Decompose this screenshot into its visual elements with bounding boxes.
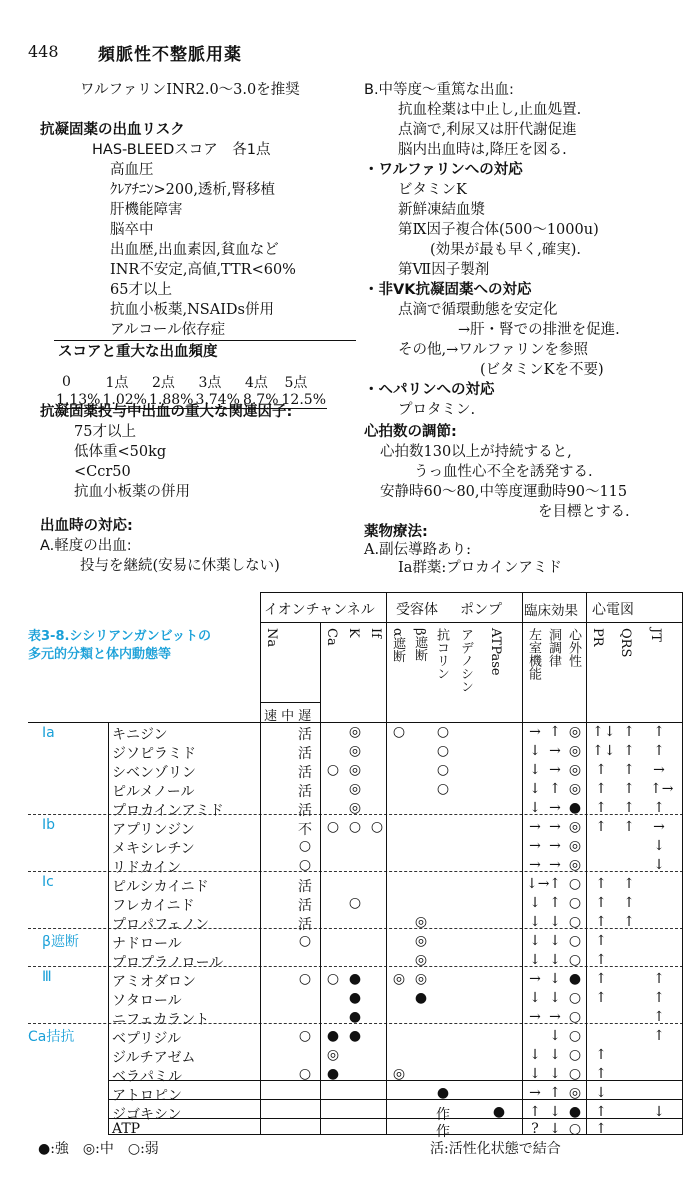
cell-pr: ↑ xyxy=(595,952,607,968)
subheader-beta: β遮断 xyxy=(412,628,427,662)
drug-name: ピルシカイニド xyxy=(112,879,209,895)
cell-sinus-rhythm: → xyxy=(549,838,561,854)
header-pump: ポンプ xyxy=(460,602,502,618)
drug-name: ニフェカラント xyxy=(112,1012,210,1028)
cell-qrs: ↑ xyxy=(623,762,635,778)
cell-na: ○ xyxy=(298,933,312,949)
cell-sinus-rhythm: → xyxy=(549,762,561,778)
cell-lv-function: → xyxy=(529,1009,541,1025)
cell-anticholinergic: 作 xyxy=(436,1107,450,1123)
table-top-border xyxy=(260,592,683,593)
cell-pr: ↑ xyxy=(595,914,607,930)
cell-sinus-rhythm: ↓ xyxy=(549,1121,561,1137)
cell-extracardiac: ◎ xyxy=(568,1085,582,1101)
cell-na: 活 xyxy=(298,898,312,914)
drug-name: プロカインアミド xyxy=(112,803,224,819)
score-rate: 1.88% xyxy=(148,392,194,408)
cell-extracardiac: ● xyxy=(568,971,582,987)
cell-qrs: ↑ xyxy=(623,781,635,797)
header-bottom-border xyxy=(28,722,683,723)
header-ion-channel: イオンチャンネル xyxy=(264,602,375,618)
cell-extracardiac: ○ xyxy=(568,914,582,930)
cell-k: ○ xyxy=(348,895,362,911)
drug-name: アトロピン xyxy=(112,1088,182,1104)
cell-ca: ◎ xyxy=(326,1047,340,1063)
cell-pr: ↑ xyxy=(595,971,607,987)
cell-extracardiac: ◎ xyxy=(568,781,582,797)
subheader-extracardiac: 心外性 xyxy=(566,628,581,667)
cell-atpase: ● xyxy=(492,1104,506,1120)
subheader-anticholinergic: 抗コリン xyxy=(434,628,449,680)
cell-lv-function: ↓ xyxy=(529,990,541,1006)
hasbled-item: 脳卒中 xyxy=(110,222,154,238)
col-divider xyxy=(108,722,109,1134)
cell-lv-function: ? xyxy=(531,1121,539,1137)
table-title-line: 多元的分類と体内動態等 xyxy=(28,647,172,662)
cell-sinus-rhythm: → xyxy=(549,743,561,759)
cell-pr: ↑ xyxy=(595,762,607,778)
subheader-na: Na xyxy=(264,628,279,648)
cell-anticholinergic: 作 xyxy=(436,1124,450,1140)
cell-qrs: ↑ xyxy=(623,819,635,835)
bleeding-factor: 低体重<50kg xyxy=(74,444,167,460)
cell-na: ○ xyxy=(298,971,312,987)
heart-rate-heading: 心拍数の調節: xyxy=(364,424,457,440)
class-label-ca-antagonist: Ca拮抗 xyxy=(28,1029,75,1045)
cell-pr: ↑ xyxy=(595,1104,607,1120)
severe-line: 抗血栓薬は中止し,止血処置. xyxy=(398,102,582,118)
col-divider xyxy=(260,592,261,1134)
cell-jt: → xyxy=(653,819,665,835)
drug-name: ピルメノール xyxy=(112,784,195,800)
cell-extracardiac: ● xyxy=(568,800,582,816)
cell-anticholinergic: ○ xyxy=(436,724,450,740)
severe-bleeding-heading: B.中等度～重篤な出血: xyxy=(364,82,514,98)
score-point: 1点 xyxy=(105,375,129,391)
drug-name: フレカイニド xyxy=(112,898,195,914)
hasbled-heading: HAS-BLEEDスコア 各1点 xyxy=(92,142,271,158)
cell-sinus-rhythm: ↓ xyxy=(549,1066,561,1082)
cell-extracardiac: ○ xyxy=(568,990,582,1006)
warfarin-response-heading: ・ワルファリンへの対応 xyxy=(364,162,523,178)
cell-k: ● xyxy=(348,1028,362,1044)
cell-na: 活 xyxy=(298,727,312,743)
cell-pr: ↑↓ xyxy=(592,743,616,759)
table-title-line: 表3-8.シシリアンガンビットの xyxy=(28,629,212,644)
cell-jt: ↑ xyxy=(653,971,665,987)
cell-extracardiac: ◎ xyxy=(568,819,582,835)
cell-jt: ↑→ xyxy=(650,781,674,797)
cell-extracardiac: ◎ xyxy=(568,762,582,778)
hasbled-item: 抗血小板薬,NSAIDs併用 xyxy=(110,302,274,318)
drug-name: ナドロール xyxy=(112,936,182,952)
cell-jt: ↑ xyxy=(653,1009,665,1025)
heart-rate-line: うっ血性心不全を誘発する. xyxy=(414,464,593,480)
cell-pr: ↑ xyxy=(595,1066,607,1082)
cell-qrs: ↑ xyxy=(623,914,635,930)
warfarin-line: 新鮮凍結血漿 xyxy=(398,202,485,218)
subheader-pr: PR xyxy=(590,628,605,647)
cell-lv-function: ↑ xyxy=(529,1104,541,1120)
cell-qrs: ↑ xyxy=(623,743,635,759)
cell-jt: ↓ xyxy=(653,1104,665,1120)
nonvk-line: その他,→ワルファリンを参照 xyxy=(398,342,589,358)
drug-name: キニジン xyxy=(112,727,168,743)
cell-sinus-rhythm: ↑ xyxy=(549,1085,561,1101)
drug-name: プロプラノロール xyxy=(112,955,224,971)
cell-sinus-rhythm: → xyxy=(549,1009,561,1025)
cell-extracardiac: ○ xyxy=(568,952,582,968)
cell-na: ○ xyxy=(298,1028,312,1044)
cell-pr: ↑ xyxy=(595,1047,607,1063)
cell-sinus-rhythm: ↓ xyxy=(549,1104,561,1120)
drug-name: ジゴキシン xyxy=(112,1107,182,1123)
drug-name: ジソピラミド xyxy=(112,746,196,762)
cell-k: ● xyxy=(348,1009,362,1025)
score-point: 3点 xyxy=(198,375,222,391)
nonvk-line: 点滴で循環動態を安定化 xyxy=(398,302,558,318)
cell-lv-function: ↓ xyxy=(529,952,541,968)
cell-extracardiac: ○ xyxy=(568,1066,582,1082)
cell-jt: ↑ xyxy=(653,990,665,1006)
heparin-response-heading: ・ヘパリンへの対応 xyxy=(364,382,495,398)
bleeding-factor: <Ccr50 xyxy=(74,464,131,480)
score-heading: スコアと重大な出血頻度 xyxy=(58,344,218,360)
drug-name: ソタロール xyxy=(112,993,182,1009)
warfarin-line: ビタミンK xyxy=(398,182,467,198)
cell-jt: ↑ xyxy=(653,724,665,740)
subheader-k: K xyxy=(346,628,361,638)
drug-name: ベプリジル xyxy=(112,1031,182,1047)
cell-k: ◎ xyxy=(348,781,362,797)
severe-line: 脳内出血時は,降圧を図る. xyxy=(398,142,567,158)
cell-k: ○ xyxy=(348,819,362,835)
cell-sinus-rhythm: ↓ xyxy=(549,1028,561,1044)
class-ia-drug-line: Ⅰa群薬:プロカインアミド xyxy=(398,560,562,576)
hasbled-item: INR不安定,高値,TTR<60% xyxy=(110,262,296,278)
cell-sinus-rhythm: ↑ xyxy=(549,895,561,911)
cell-jt: ↑ xyxy=(653,743,665,759)
cell-lv-function: ↓ xyxy=(529,1047,541,1063)
cell-anticholinergic: ○ xyxy=(436,743,450,759)
subheader-alpha: α遮断 xyxy=(390,628,405,663)
drug-name: ATP xyxy=(112,1121,141,1137)
cell-lv-function: ↓ xyxy=(529,895,541,911)
page-number: 448 xyxy=(28,42,59,61)
warfarin-inr-line: ワルファリンINR2.0～3.0を推奨 xyxy=(80,82,300,98)
cell-alpha: ◎ xyxy=(392,971,406,987)
cell-extracardiac: ◎ xyxy=(568,838,582,854)
header-divider xyxy=(260,622,683,623)
cell-qrs: ↑ xyxy=(623,800,635,816)
hasbled-item: ｸﾚｱﾁﾆﾝ>200,透析,腎移植 xyxy=(110,182,276,198)
cell-extracardiac: ○ xyxy=(568,876,582,892)
bleeding-factor: 75才以上 xyxy=(74,424,136,440)
subheader-jt: JT xyxy=(648,628,663,642)
cell-lv-function: → xyxy=(529,838,541,854)
hasbled-item: 出血歴,出血素因,貧血など xyxy=(110,242,279,258)
cell-pr: ↑ xyxy=(595,781,607,797)
cell-k: ◎ xyxy=(348,800,362,816)
cell-lv-function: ↓ xyxy=(529,800,541,816)
score-points-row xyxy=(54,372,327,392)
cell-qrs: ↑ xyxy=(623,724,635,740)
cell-k: ◎ xyxy=(348,724,362,740)
cell-qrs: ↑ xyxy=(623,876,635,892)
cell-na: 活 xyxy=(298,803,312,819)
drug-name: プロパフェノン xyxy=(112,917,210,933)
cell-lv-function: ↓ xyxy=(529,914,541,930)
cell-k: ◎ xyxy=(348,743,362,759)
cell-sinus-rhythm: ↑ xyxy=(549,724,561,740)
cell-jt: ↓ xyxy=(653,857,665,873)
cell-anticholinergic: ○ xyxy=(436,781,450,797)
nonvk-response-heading: ・非VK抗凝固薬への対応 xyxy=(364,282,532,298)
cell-sinus-rhythm: → xyxy=(549,819,561,835)
page-title: 頻脈性不整脈用薬 xyxy=(98,45,242,65)
score-rate: 1.13% xyxy=(56,392,101,408)
class-label-ib: Ⅰb xyxy=(42,817,56,833)
cell-jt: ↑ xyxy=(653,1028,665,1044)
cell-lv-function: → xyxy=(529,971,541,987)
cell-na: 活 xyxy=(298,746,312,762)
cell-anticholinergic: ○ xyxy=(436,762,450,778)
sicilian-gambit-table xyxy=(28,592,683,1157)
cell-alpha: ◎ xyxy=(392,1066,406,1082)
cell-lv-function: ↓ xyxy=(529,762,541,778)
cell-ca: ● xyxy=(326,1028,340,1044)
bleeding-risk-heading: 抗凝固薬の出血リスク xyxy=(40,122,185,138)
cell-extracardiac: ○ xyxy=(568,1028,582,1044)
col-divider xyxy=(386,592,387,1134)
cell-extracardiac: ● xyxy=(568,1104,582,1120)
cell-beta: ◎ xyxy=(414,914,428,930)
header-ecg: 心電図 xyxy=(592,602,634,618)
cell-extracardiac: ○ xyxy=(568,933,582,949)
cell-beta: ◎ xyxy=(414,952,428,968)
subheader-qrs: QRS xyxy=(618,628,633,658)
subheader-ca: Ca xyxy=(324,628,339,646)
cell-pr: ↓ xyxy=(595,1085,607,1101)
heart-rate-line: 心拍数130以上が持続すると, xyxy=(380,444,572,460)
nonvk-line: (ビタミンKを不要) xyxy=(480,362,604,378)
cell-jt: → xyxy=(653,762,665,778)
cell-na: ○ xyxy=(298,838,312,854)
drug-name: ジルチアゼム xyxy=(112,1050,196,1066)
severe-line: 点滴で,利尿又は肝代謝促進 xyxy=(398,122,577,138)
cell-extracardiac: ○ xyxy=(568,1047,582,1063)
heart-rate-line: を目標とする. xyxy=(538,504,630,520)
legend-strength: ●:強 ◎:中 ○:弱 xyxy=(38,1141,159,1157)
nonvk-line: →肝・腎での排泄を促進. xyxy=(458,322,620,338)
cell-extracardiac: ◎ xyxy=(568,857,582,873)
cell-pr: ↑ xyxy=(595,1121,607,1137)
drug-name: アミオダロン xyxy=(112,974,196,990)
cell-na: 活 xyxy=(298,784,312,800)
subheader-adenosine: アデノシン xyxy=(458,628,473,693)
mild-bleeding-text: 投与を継続(安易に休薬しない) xyxy=(80,558,280,574)
legend-active-state: 活:活性化状態で結合 xyxy=(430,1141,561,1157)
cell-ca: ○ xyxy=(326,971,340,987)
cell-lv-function: ↓→ xyxy=(526,876,550,892)
class-label-ia: Ⅰa xyxy=(42,725,55,741)
subheader-if: If xyxy=(368,628,383,638)
col-divider xyxy=(320,622,321,1134)
cell-sinus-rhythm: ↑ xyxy=(549,876,561,892)
cell-beta: ◎ xyxy=(414,933,428,949)
cell-pr: ↑ xyxy=(595,819,607,835)
cell-pr: ↑ xyxy=(595,990,607,1006)
bleeding-response-heading: 出血時の対応: xyxy=(40,518,133,534)
score-point: 0 xyxy=(62,374,71,390)
cell-na: 活 xyxy=(298,917,312,933)
score-rate: 3.74% xyxy=(195,392,240,408)
drug-name: シベンゾリン xyxy=(112,765,196,781)
cell-sinus-rhythm: ↓ xyxy=(549,933,561,949)
subheader-atpase: ATPase xyxy=(488,628,503,676)
cell-beta: ● xyxy=(414,990,428,1006)
header-receptor: 受容体 xyxy=(396,602,438,618)
cell-qrs: ↑ xyxy=(623,895,635,911)
drug-name: メキシレチン xyxy=(112,841,195,857)
cell-sinus-rhythm: ↓ xyxy=(549,914,561,930)
cell-sinus-rhythm: ↓ xyxy=(549,952,561,968)
hasbled-item: 高血圧 xyxy=(110,162,154,178)
cell-k: ● xyxy=(348,971,362,987)
score-point: 2点 xyxy=(151,375,175,391)
cell-pr: ↑↓ xyxy=(592,724,616,740)
cell-if: ○ xyxy=(370,819,384,835)
cell-na: ○ xyxy=(298,857,312,873)
na-speed-divider xyxy=(260,702,320,703)
mild-bleeding-heading: A.軽度の出血: xyxy=(40,538,132,554)
cell-extracardiac: ○ xyxy=(568,1121,582,1137)
table-title xyxy=(28,628,211,664)
cell-anticholinergic: ● xyxy=(436,1085,450,1101)
cell-extracardiac: ○ xyxy=(568,895,582,911)
col-divider xyxy=(522,592,523,1134)
subheader-lv-function: 左室機能 xyxy=(526,628,541,680)
drug-name: リドカイン xyxy=(112,860,182,876)
cell-pr: ↑ xyxy=(595,876,607,892)
cell-extracardiac: ◎ xyxy=(568,743,582,759)
cell-na: 活 xyxy=(298,765,312,781)
cell-pr: ↑ xyxy=(595,800,607,816)
cell-lv-function: ↓ xyxy=(529,933,541,949)
score-point: 5点 xyxy=(284,375,308,391)
drug-therapy-heading: 薬物療法: xyxy=(364,524,428,540)
hasbled-item: アルコール依存症 xyxy=(110,322,226,338)
cell-na: 不 xyxy=(298,822,312,838)
cell-na: ○ xyxy=(298,1066,312,1082)
subheader-sinus-rhythm: 洞調律 xyxy=(546,628,561,667)
cell-lv-function: → xyxy=(529,819,541,835)
bleeding-factors-heading: 抗凝固薬投与中出血の重大な関連因子: xyxy=(40,404,293,420)
cell-alpha: ○ xyxy=(392,724,406,740)
cell-pr: ↑ xyxy=(595,933,607,949)
cell-pr: ↑ xyxy=(595,895,607,911)
warfarin-line: 第Ⅸ因子複合体(500～1000u) xyxy=(398,222,599,238)
cell-ca: ● xyxy=(326,1066,340,1082)
warfarin-line: (効果が最も早く,確実). xyxy=(430,242,582,258)
score-rate: 8.7% xyxy=(242,392,279,408)
cell-lv-function: ↓ xyxy=(529,781,541,797)
drug-name: アプリンジン xyxy=(112,822,195,838)
heparin-line: プロタミン. xyxy=(398,402,476,418)
cell-k: ● xyxy=(348,990,362,1006)
cell-lv-function: → xyxy=(529,1085,541,1101)
cell-na: 活 xyxy=(298,879,312,895)
col-divider xyxy=(586,592,587,1134)
cell-lv-function: ↓ xyxy=(529,743,541,759)
cell-extracardiac: ○ xyxy=(568,1009,582,1025)
drug-name: ベラパミル xyxy=(112,1069,182,1085)
cell-sinus-rhythm: ↓ xyxy=(549,971,561,987)
heart-rate-line: 安静時60～80,中等度運動時90～115 xyxy=(380,484,628,500)
class-label-beta: β遮断 xyxy=(42,934,79,950)
col-divider xyxy=(682,592,683,1134)
hasbled-item: 肝機能障害 xyxy=(110,202,183,218)
bleeding-factor: 抗血小板薬の併用 xyxy=(74,484,190,500)
cell-lv-function: ↓ xyxy=(529,1066,541,1082)
class-label-ic: Ⅰc xyxy=(42,874,54,890)
warfarin-line: 第Ⅶ因子製剤 xyxy=(398,262,490,278)
cell-ca: ○ xyxy=(326,762,340,778)
cell-beta: ◎ xyxy=(414,971,428,987)
cell-sinus-rhythm: → xyxy=(549,857,561,873)
cell-ca: ○ xyxy=(326,819,340,835)
accessory-pathway-heading: A.副伝導路あり: xyxy=(364,542,471,558)
na-speed-label: 速 中 遅 xyxy=(264,709,312,724)
cell-sinus-rhythm: ↑ xyxy=(549,781,561,797)
score-divider xyxy=(54,340,356,341)
hasbled-item: 65才以上 xyxy=(110,282,172,298)
score-point: 4点 xyxy=(244,375,268,391)
cell-sinus-rhythm: ↓ xyxy=(549,990,561,1006)
cell-extracardiac: ◎ xyxy=(568,724,582,740)
header-clinical-effect: 臨床効果 xyxy=(524,603,578,619)
cell-lv-function: → xyxy=(529,857,541,873)
score-rate: 1.02% xyxy=(102,392,147,408)
class-label-iii: Ⅲ xyxy=(42,969,52,985)
cell-lv-function: → xyxy=(529,724,541,740)
cell-jt: ↑ xyxy=(653,800,665,816)
cell-jt: ↓ xyxy=(653,838,665,854)
cell-sinus-rhythm: → xyxy=(549,800,561,816)
cell-sinus-rhythm: ↓ xyxy=(549,1047,561,1063)
score-rate: 12.5% xyxy=(281,392,326,408)
cell-k: ◎ xyxy=(348,762,362,778)
